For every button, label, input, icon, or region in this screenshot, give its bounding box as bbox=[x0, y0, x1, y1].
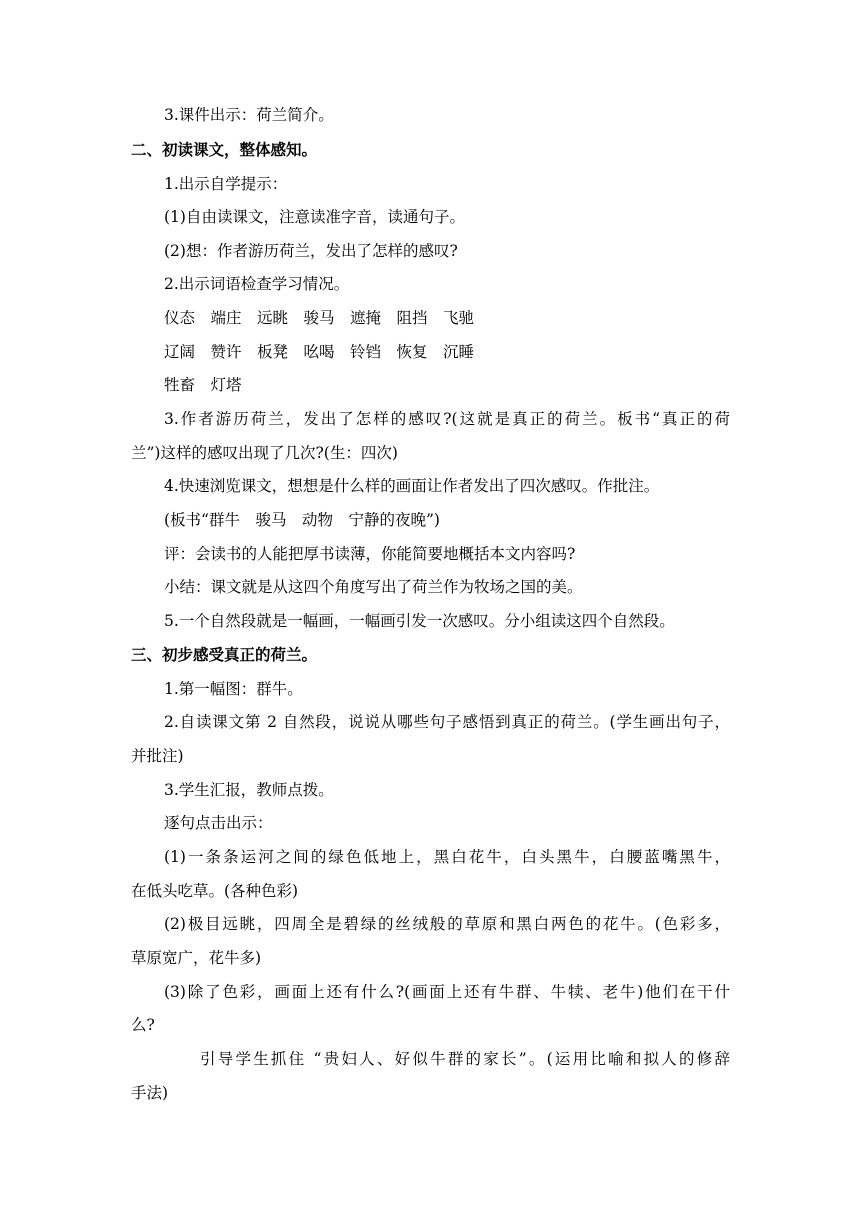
text-line: 3.课件出示：荷兰简介。 bbox=[164, 106, 334, 124]
text-line: 2.自读课文第 2 自然段，说说从哪些句子感悟到真正的荷兰。(学生画出句子， bbox=[164, 713, 730, 731]
text-line: 逐句点击出示： bbox=[164, 814, 273, 832]
text-line: 并批注) bbox=[131, 747, 184, 765]
text-line: 手法) bbox=[131, 1084, 169, 1102]
text-line: 小结：课文就是从这四个角度写出了荷兰作为牧场之国的美。 bbox=[164, 578, 583, 596]
text-line: (板书“群牛 骏马 动物 宁静的夜晚”) bbox=[164, 511, 440, 529]
text-line: (2)极目远眺，四周全是碧绿的丝绒般的草原和黑白两色的花牛。(色彩多， bbox=[164, 915, 730, 933]
text-line: (1)自由读课文，注意读准字音，读通句子。 bbox=[164, 208, 465, 226]
section-heading: 三、初步感受真正的荷兰。 bbox=[131, 645, 318, 664]
vocab-row: 仪态 端庄 远眺 骏马 遮掩 阻挡 飞驰 bbox=[164, 309, 475, 327]
text-line: 兰”)这样的感叹出现了几次?(生：四次) bbox=[131, 444, 398, 462]
text-line: 在低头吃草。(各种色彩) bbox=[131, 882, 299, 900]
text-line: 3.学生汇报，教师点拨。 bbox=[164, 781, 334, 799]
text-line: 评：会读书的人能把厚书读薄，你能简要地概括本文内容吗? bbox=[164, 545, 576, 563]
text-line: 1.出示自学提示： bbox=[164, 175, 288, 193]
text-line: 引导学生抓住 “贵妇人、好似牛群的家长”。(运用比喻和拟人的修辞 bbox=[200, 1050, 730, 1068]
section-heading: 二、初读课文，整体感知。 bbox=[131, 140, 318, 159]
text-line: 2.出示词语检查学习情况。 bbox=[164, 275, 350, 293]
text-line: 么? bbox=[131, 1016, 155, 1034]
text-line: (1)一条条运河之间的绿色低地上，黑白花牛，白头黑牛，白腰蓝嘴黑牛， bbox=[164, 848, 730, 866]
text-line: 5.一个自然段就是一幅画，一幅画引发一次感叹。分小组读这四个自然段。 bbox=[164, 612, 675, 630]
text-line: 草原宽广，花牛多) bbox=[131, 949, 262, 967]
text-line: (3)除了色彩，画面上还有什么?(画面上还有牛群、牛犊、老牛)他们在干什 bbox=[164, 983, 730, 1001]
vocab-row: 辽阔 赞许 板凳 吆喝 铃铛 恢复 沉睡 bbox=[164, 343, 475, 361]
text-line: (2)想：作者游历荷兰，发出了怎样的感叹? bbox=[164, 242, 458, 260]
vocab-row: 牲畜 灯塔 bbox=[164, 376, 242, 394]
text-line: 4.快速浏览课文，想想是什么样的画面让作者发出了四次感叹。作批注。 bbox=[164, 477, 660, 495]
text-line: 1.第一幅图：群牛。 bbox=[164, 680, 303, 698]
text-line: 3.作者游历荷兰，发出了怎样的感叹?(这就是真正的荷兰。板书“真正的荷 bbox=[164, 410, 730, 428]
